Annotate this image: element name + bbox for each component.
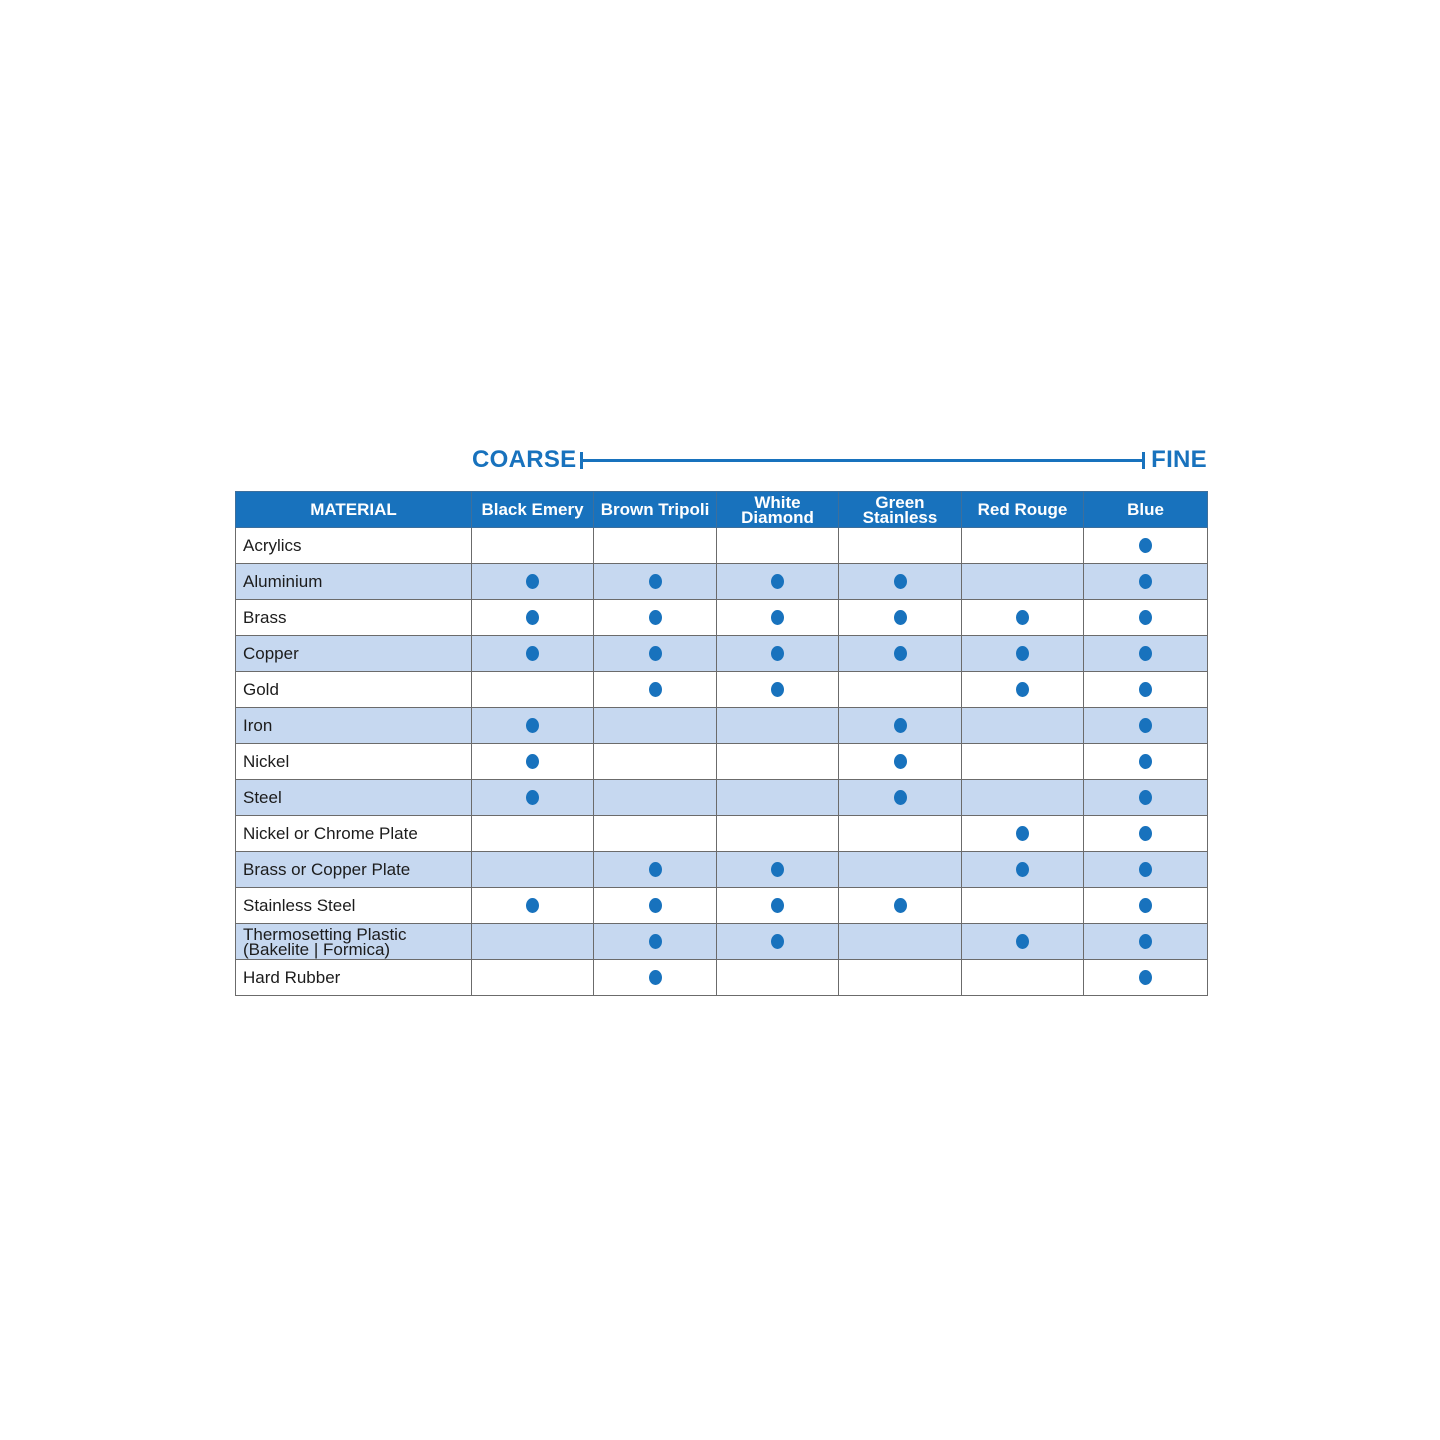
- header-row: [236, 492, 1208, 528]
- compatibility-cell: [1084, 960, 1208, 996]
- compatibility-cell: [594, 780, 717, 816]
- compatibility-cell: [962, 744, 1084, 780]
- compatible-dot-icon: [1139, 718, 1152, 733]
- compatibility-cell: [1084, 528, 1208, 564]
- material-label: Stainless Steel: [236, 888, 472, 924]
- compatibility-cell: [717, 600, 839, 636]
- compatible-dot-icon: [1139, 646, 1152, 661]
- table-row: [236, 744, 1208, 780]
- compatible-dot-icon: [771, 898, 784, 913]
- compatibility-cell: [839, 708, 962, 744]
- compatible-dot-icon: [649, 682, 662, 697]
- table-row: [236, 636, 1208, 672]
- compatibility-cell: [594, 888, 717, 924]
- material-label: Brass or Copper Plate: [236, 852, 472, 888]
- compatibility-cell: [472, 780, 594, 816]
- compatibility-cell: [472, 888, 594, 924]
- compatible-dot-icon: [894, 610, 907, 625]
- compatibility-cell: [962, 888, 1084, 924]
- compatibility-cell: [962, 780, 1084, 816]
- compatibility-cell: [839, 816, 962, 852]
- compatibility-cell: [594, 744, 717, 780]
- material-label: Copper: [236, 636, 472, 672]
- compatible-dot-icon: [1139, 754, 1152, 769]
- compatibility-cell: [472, 960, 594, 996]
- compatibility-cell: [839, 564, 962, 600]
- compatibility-cell: [472, 564, 594, 600]
- compatibility-cell: [962, 636, 1084, 672]
- material-label: Gold: [236, 672, 472, 708]
- material-label: Hard Rubber: [236, 960, 472, 996]
- table-row: [236, 672, 1208, 708]
- compatibility-cell: [839, 888, 962, 924]
- table-row: [236, 960, 1208, 996]
- table-row: [236, 780, 1208, 816]
- compound-material-table: [235, 491, 1208, 996]
- compatible-dot-icon: [526, 574, 539, 589]
- compatibility-cell: [594, 960, 717, 996]
- compatibility-cell: [594, 924, 717, 960]
- table-row: [236, 924, 1208, 960]
- compatible-dot-icon: [1139, 898, 1152, 913]
- coarse-to-fine-scale: [472, 444, 1207, 476]
- table-row: [236, 888, 1208, 924]
- compatibility-cell: [1084, 636, 1208, 672]
- compatibility-cell: [839, 528, 962, 564]
- table-row: [236, 528, 1208, 564]
- compatible-dot-icon: [1016, 826, 1029, 841]
- compatible-dot-icon: [894, 754, 907, 769]
- header-material: MATERIAL: [236, 492, 472, 528]
- material-label: Brass: [236, 600, 472, 636]
- compatible-dot-icon: [894, 898, 907, 913]
- compatibility-cell: [1084, 744, 1208, 780]
- compatibility-cell: [594, 852, 717, 888]
- compatibility-cell: [472, 816, 594, 852]
- material-label: Aluminium: [236, 564, 472, 600]
- compatibility-cell: [962, 600, 1084, 636]
- compatibility-cell: [594, 672, 717, 708]
- compatibility-cell: [594, 528, 717, 564]
- scale-coarse-label: COARSE: [472, 446, 577, 473]
- compatibility-cell: [717, 816, 839, 852]
- compatibility-cell: [594, 636, 717, 672]
- compatibility-cell: [839, 744, 962, 780]
- compatible-dot-icon: [1139, 934, 1152, 949]
- compatibility-cell: [472, 600, 594, 636]
- compatible-dot-icon: [1016, 934, 1029, 949]
- compatibility-cell: [717, 852, 839, 888]
- compatible-dot-icon: [526, 718, 539, 733]
- scale-fine-label: FINE: [1151, 446, 1207, 473]
- header-compound-5: Blue: [1084, 492, 1208, 528]
- compatible-dot-icon: [1139, 610, 1152, 625]
- table-row: [236, 708, 1208, 744]
- compatibility-cell: [472, 744, 594, 780]
- compatibility-cell: [594, 816, 717, 852]
- header-compound-1: Brown Tripoli: [594, 492, 717, 528]
- compatible-dot-icon: [1139, 574, 1152, 589]
- compatibility-cell: [472, 708, 594, 744]
- compatibility-cell: [717, 708, 839, 744]
- compatible-dot-icon: [1016, 862, 1029, 877]
- table-row: [236, 816, 1208, 852]
- compatibility-cell: [839, 852, 962, 888]
- compatible-dot-icon: [1016, 610, 1029, 625]
- compatibility-cell: [962, 564, 1084, 600]
- material-label: Iron: [236, 708, 472, 744]
- compatibility-cell: [839, 636, 962, 672]
- compatibility-cell: [717, 672, 839, 708]
- compatibility-cell: [472, 636, 594, 672]
- compatibility-cell: [717, 564, 839, 600]
- compatibility-cell: [1084, 780, 1208, 816]
- compatible-dot-icon: [1139, 682, 1152, 697]
- table-row: [236, 564, 1208, 600]
- compatible-dot-icon: [1016, 646, 1029, 661]
- material-label: Acrylics: [236, 528, 472, 564]
- compatibility-cell: [962, 528, 1084, 564]
- compatible-dot-icon: [771, 862, 784, 877]
- compatibility-cell: [1084, 672, 1208, 708]
- compatible-dot-icon: [649, 862, 662, 877]
- compatibility-cell: [839, 924, 962, 960]
- compatibility-cell: [1084, 564, 1208, 600]
- material-label: Steel: [236, 780, 472, 816]
- compatible-dot-icon: [1139, 970, 1152, 985]
- scale-right-cap: [1142, 452, 1145, 469]
- table-row: [236, 600, 1208, 636]
- compatible-dot-icon: [1139, 826, 1152, 841]
- compatible-dot-icon: [771, 646, 784, 661]
- compatible-dot-icon: [1139, 862, 1152, 877]
- compatible-dot-icon: [526, 898, 539, 913]
- compatible-dot-icon: [771, 682, 784, 697]
- compatible-dot-icon: [771, 610, 784, 625]
- header-compound-3: Green Stainless: [839, 492, 962, 528]
- compatibility-cell: [472, 924, 594, 960]
- material-label: Nickel: [236, 744, 472, 780]
- compatibility-cell: [594, 564, 717, 600]
- compatible-dot-icon: [649, 610, 662, 625]
- compatibility-cell: [839, 600, 962, 636]
- compatible-dot-icon: [1139, 538, 1152, 553]
- table-body: [236, 528, 1208, 996]
- compatible-dot-icon: [649, 646, 662, 661]
- compatible-dot-icon: [526, 754, 539, 769]
- compatible-dot-icon: [894, 790, 907, 805]
- material-label: Nickel or Chrome Plate: [236, 816, 472, 852]
- compatibility-cell: [839, 672, 962, 708]
- compatibility-cell: [717, 960, 839, 996]
- compatibility-cell: [1084, 600, 1208, 636]
- compatibility-cell: [594, 708, 717, 744]
- compatibility-cell: [1084, 708, 1208, 744]
- compatible-dot-icon: [894, 646, 907, 661]
- compatible-dot-icon: [1016, 682, 1029, 697]
- compatibility-cell: [962, 924, 1084, 960]
- compatible-dot-icon: [649, 898, 662, 913]
- compatibility-cell: [472, 528, 594, 564]
- compatibility-cell: [1084, 852, 1208, 888]
- scale-line: [580, 459, 1145, 462]
- compatible-dot-icon: [649, 934, 662, 949]
- compatible-dot-icon: [526, 646, 539, 661]
- table-row: [236, 852, 1208, 888]
- compatibility-cell: [839, 780, 962, 816]
- compatible-dot-icon: [649, 574, 662, 589]
- compatibility-cell: [594, 600, 717, 636]
- compatible-dot-icon: [894, 718, 907, 733]
- compatible-dot-icon: [894, 574, 907, 589]
- header-compound-0: Black Emery: [472, 492, 594, 528]
- header-compound-2: White Diamond: [717, 492, 839, 528]
- compatibility-cell: [839, 960, 962, 996]
- compatible-dot-icon: [526, 610, 539, 625]
- compatibility-cell: [1084, 816, 1208, 852]
- compatibility-cell: [472, 672, 594, 708]
- compatibility-cell: [962, 816, 1084, 852]
- compatibility-cell: [717, 888, 839, 924]
- compatibility-cell: [717, 744, 839, 780]
- compatible-dot-icon: [771, 934, 784, 949]
- compatibility-cell: [472, 852, 594, 888]
- material-label: Thermosetting Plastic (Bakelite | Formica): [236, 924, 472, 960]
- compatibility-cell: [1084, 888, 1208, 924]
- compatibility-cell: [962, 960, 1084, 996]
- compatible-dot-icon: [649, 970, 662, 985]
- compatible-dot-icon: [1139, 790, 1152, 805]
- compatibility-cell: [717, 780, 839, 816]
- compatible-dot-icon: [771, 574, 784, 589]
- compatibility-cell: [962, 708, 1084, 744]
- compatibility-cell: [717, 924, 839, 960]
- header-compound-4: Red Rouge: [962, 492, 1084, 528]
- compatibility-cell: [962, 672, 1084, 708]
- compatibility-cell: [717, 528, 839, 564]
- compatible-dot-icon: [526, 790, 539, 805]
- compatibility-cell: [962, 852, 1084, 888]
- compatibility-cell: [1084, 924, 1208, 960]
- compatibility-cell: [717, 636, 839, 672]
